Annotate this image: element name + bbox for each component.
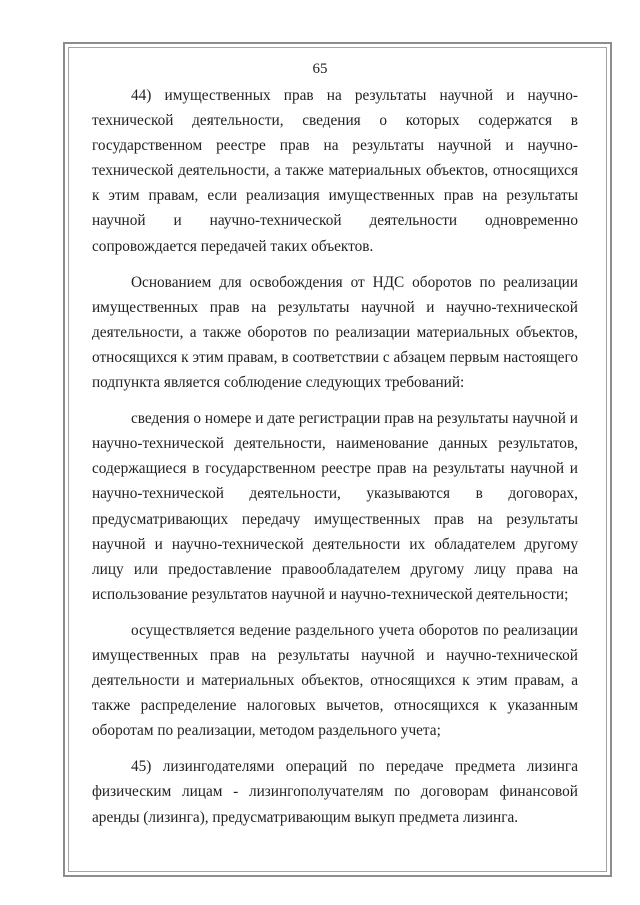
- paragraph-requirement-registration: сведения о номере и дате регистрации прав на результаты научной и научно-технической деятельности, наименование данных результатов, содержащиеся в государственном реестре прав на результаты научной и научно-технической деятельности, указываются в договорах, предусматривающих передачу имущественных прав на результаты научной и научно-технической деятельности их обладателем другому лицу или предоставление правообладателем другому лицу права на использование результатов научной и научно-технической деятельности;: [92, 410, 578, 603]
- paragraph-basis: Основанием для освобождения от НДС оборотов по реализации имущественных прав на результаты научной и научно-технической деятельности, а также оборотов по реализации материальных объектов, относящихся к этим правам, в соответствии с абзацем первым настоящего подпункта является соблюдение следующих требований:: [92, 273, 578, 392]
- paragraph-item-45: 45) лизингодателями операций по передаче предмета лизинга физическим лицам - лизингополучателям по договорам финансовой аренды (лизинга), предусматривающим выкуп предмета лизинга.: [92, 758, 578, 826]
- page-number: 65: [312, 61, 328, 77]
- paragraph-requirement-separate-accounting: осуществляется ведение раздельного учета оборотов по реализации имущественных прав на результаты научной и научно-технической деятельности и материальных объектов, относящихся к этим правам, а также распределение налоговых вычетов, относящихся к указанным оборотам по реализации, методом раздельного учета;: [92, 621, 578, 740]
- document-body: [92, 83, 578, 830]
- paragraph-item-44: 44) имущественных прав на результаты научной и научно-технической деятельности, сведения о которых содержатся в государственном реестре прав на результаты научной и научно-технической деятельности, а также материальных объектов, относящихся к этим правам, если реализация имущественных прав на результаты научной и научно-технической деятельности одновременно сопровождается передачей таких объектов.: [92, 87, 578, 255]
